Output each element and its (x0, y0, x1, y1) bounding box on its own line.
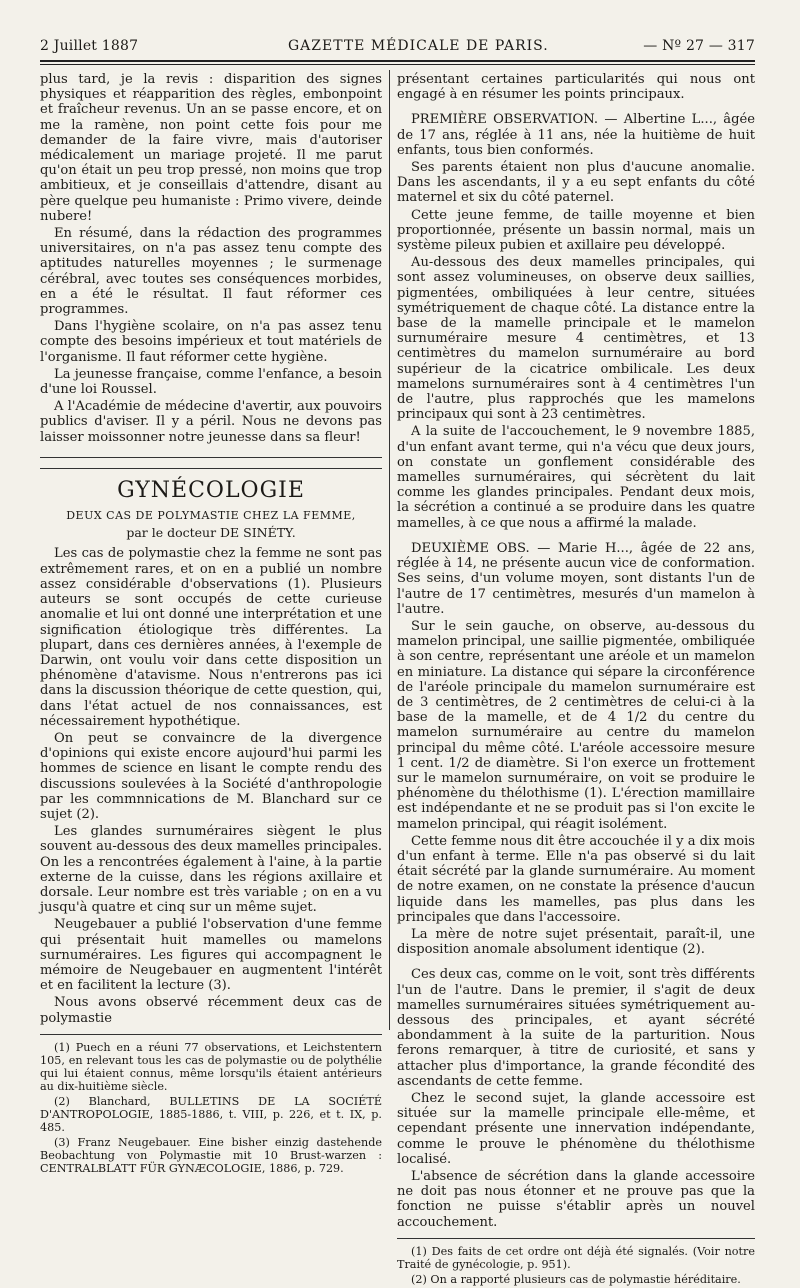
footnote: (2) Blanchard, BULLETINS DE LA SOCIÉTÉ D'ANTROPOLOGIE, 1885-1886, t. VIII, p. 226, et t. IX, p. 485. (40, 1094, 382, 1134)
paragraph: Neugebauer a publié l'observation d'une femme qui présentait huit mamelles ou mamelons surnuméraires. Les figures qui accompagnent le mémoire de Neugebauer en augmentent l'intérêt et en facilitent la lecture (3). (40, 917, 382, 994)
paragraph: La jeunesse française, comme l'enfance, a besoin d'une loi Roussel. (40, 366, 382, 398)
header-date: 2 Juillet 1887 (40, 38, 139, 54)
article-author: par le docteur DE SINÉTY. (126, 525, 296, 541)
left-column (40, 72, 382, 1177)
paragraph: Chez le second sujet, la glande accessoire est située sur la mamelle principale elle-même, et cependant présente une innervation indépendante, comme le prouve le phénomène du thélothisme localisé. (397, 1091, 755, 1167)
paragraph: Les glandes surnuméraires siègent le plus souvent au-dessous des deux mamelles principales. On les a rencontrées également à l'aine, à la partie externe de la cuisse, dans les régions axillaire et dorsale. Leur nombre est très variable ; on en a vu jusqu'à quatre et cinq sur un même sujet. (40, 824, 382, 916)
footnote: (2) On a rapporté plusieurs cas de polymastie héréditaire. (411, 1272, 741, 1286)
paragraph: Ces deux cas, comme on le voit, sont très différents l'un de l'autre. Dans le premier, il s'agit de deux mamelles surnuméraires situées symétriquement au-dessous des principales, et ayant sécrété abondamment à la suite de la parturition. Nous ferons remarquer, à titre de curiosité, et sans y attacher plus d'importance, la grande fécondité des ascendants de cette femme. (397, 967, 755, 1089)
paragraph: Cette femme nous dit être accouchée il y a dix mois d'un enfant à terme. Elle n'a pas observé si du lait était sécrété par la glande surnuméraire. Au moment de notre examen, on ne constate la présence d'aucun liquide dans les mamelles, pas plus dans les principales que dans l'accessoire. (397, 833, 755, 925)
paragraph: A l'Académie de médecine d'avertir, aux pouvoirs publics d'aviser. Il y a péril. Nous ne devons pas laisser moissonner notre jeunesse dans sa fleur! (40, 399, 382, 445)
paragraph: présentant certaines particularités qui nous ont engagé à en résumer les points principaux. (397, 72, 755, 103)
journal-title: GAZETTE MÉDICALE DE PARIS. (288, 38, 549, 54)
paragraph: Dans l'hygiène scolaire, on n'a pas assez tenu compte des besoins impérieux et tout matériels de l'organisme. Il faut réformer cette hygiène. (40, 319, 382, 365)
footnote-rule (397, 1238, 755, 1239)
section-title: GYNÉCOLOGIE (117, 477, 305, 503)
paragraph: La mère de notre sujet présentait, paraît-il, une disposition anomale absolument identique (2). (397, 926, 755, 958)
page-number: — Nº 27 — 317 (643, 38, 755, 54)
header-rule-thin (40, 64, 755, 65)
paragraph: Au-dessous des deux mamelles principales, qui sont assez volumineuses, on observe deux saillies, pigmentées, ombiliquées à leur centre, situées symétriquement de chaque côté. La distance entre la base de la mamelle principale et le mamelon surnuméraire mesure 4 centimètres, et 13 centimètres du mamelon surnuméraire au bord supérieur de la cicatrice ombilicale. Les deux mamelons surnuméraires sont à 4 centimètres l'un de l'autre, plus rapprochés que les mamelons principaux qui sont à 23 centimètres. (397, 255, 755, 423)
column-divider (389, 70, 390, 1030)
paragraph: On peut se convaincre de la divergence d'opinions qui existe encore aujourd'hui parmi les hommes de science en lisant le compte rendu des discussions soulevées à la Société d'anthropologie par les commnnications de M. Blanchard sur ce sujet (2). (40, 730, 382, 822)
right-column (397, 72, 755, 1288)
paragraph: plus tard, je la revis : disparition des signes physiques et réapparition des règles, embonpoint et fraîcheur revenus. Un an se passe encore, et on me la ramène, non point cette fois pour me demander de la faire vivre, mais d'autoriser médicalement un mariage projeté. Il me parut qu'on était un peu trop pressé, non moins que trop ambitieux, et je conseillais d'attendre, disant au père quelque peu humaniste : Primo vivere, deinde nubere! (40, 72, 382, 224)
header-rule (40, 60, 755, 62)
section-rule-thin (40, 468, 382, 469)
paragraph: En résumé, dans la rédaction des programmes universitaires, on n'a pas assez tenu compte des aptitudes naturelles moyennes ; le surmenage cérébral, avec toutes ses conséquences morbides, en a été le résultat. Il faut réformer ces programmes. (40, 226, 382, 318)
article-title: DEUX CAS DE POLYMASTIE CHEZ LA FEMME, (66, 509, 356, 523)
paragraph: Cette jeune femme, de taille moyenne et bien proportionnée, présente un bassin normal, mais un système pileux pubien et axillaire peu développé. (397, 207, 755, 254)
footnote: (3) Franz Neugebauer. Eine bisher einzig dastehende Beobachtung von Polymastie mit 10 Brust-warzen : CENTRALBLATT FÜR GYNÆCOLOGIE, 1886, p. 729. (40, 1135, 382, 1175)
section-rule (40, 457, 382, 458)
footnote-rule (40, 1034, 382, 1035)
paragraph: Nous avons observé récemment deux cas de polymastie (40, 995, 382, 1026)
observation-heading-paragraph: PREMIÈRE OBSERVATION. — Albertine L..., âgée de 17 ans, réglée à 11 ans, née la huitième de huit enfants, tous bien conformés. (397, 112, 755, 158)
paragraph: A la suite de l'accouchement, le 9 novembre 1885, d'un enfant avant terme, qui n'a vécu que deux jours, on constate un gonflement considérable des mamelles surnuméraires, qui sécrètent du lait comme les glandes principales. Pendant deux mois, la sécrétion a continué a se produire dans les quatre mamelles, à ce que nous a affirmé la malade. (397, 424, 755, 531)
paragraph: L'absence de sécrétion dans la glande accessoire ne doit pas nous étonner et ne prouve pas que la fonction ne puisse s'établir après un nouvel accouchement. (397, 1169, 755, 1230)
paragraph: Ses parents étaient non plus d'aucune anomalie. Dans les ascendants, il y a eu sept enfants du côté maternel et six du côté paternel. (397, 160, 755, 206)
paragraph: Sur le sein gauche, on observe, au-dessous du mamelon principal, une saillie pigmentée, ombiliquée à son centre, représentant une aréole et un mamelon en miniature. La distance qui sépare la circonférence de l'aréole principale du mamelon surnuméraire est de 3 centimètres, de 2 centimètres de celui-ci à la base de la mamelle, et de 4 1/2 du centre du mamelon surnuméraire au centre du mamelon principal du même côté. L'aréole accessoire mesure 1 cent. 1/2 de diamètre. Si l'on exerce un frottement sur le mamelon surnuméraire, on voit se produire le phénomène du thélothisme (1). L'érection mamillaire est indépendante et ne se produit pas si l'on excite le mamelon principal, qui réagit isolément. (397, 618, 755, 832)
page-header (40, 38, 755, 58)
observation-heading-paragraph: DEUXIÈME OBS. — Marie H..., âgée de 22 ans, réglée à 14, ne présente aucun vice de conformation. Ses seins, d'un volume moyen, sont distants l'un de l'autre de 17 centimètres, mesurés d'un mamelon à l'autre. (397, 540, 755, 617)
footnote: (1) Des faits de cet ordre ont déjà été signalés. (Voir notre Traité de gynécologie, p. 951). (397, 1244, 755, 1271)
footnote: (1) Puech en a réuni 77 observations, et Leichstentern 105, en relevant tous les cas de polymastie ou de polythélie qui lui étaient connus, même lorsqu'ils étaient antérieurs au dix-huitième siècle. (40, 1040, 382, 1093)
paragraph: Les cas de polymastie chez la femme ne sont pas extrêmement rares, et on en a publié un nombre assez considérable d'observations (1). Plusieurs auteurs se sont occupés de cette curieuse anomalie et lui ont donné une interprétation et une signification étiologique très différentes. La plupart, dans ces dernières années, à l'exemple de Darwin, ont voulu voir dans cette disposition un phénomène d'atavisme. Nous n'entrerons pas ici dans la discussion théorique de cette question, qui, dans l'état actuel de nos connaissances, est nécessairement hypothétique. (40, 546, 382, 729)
